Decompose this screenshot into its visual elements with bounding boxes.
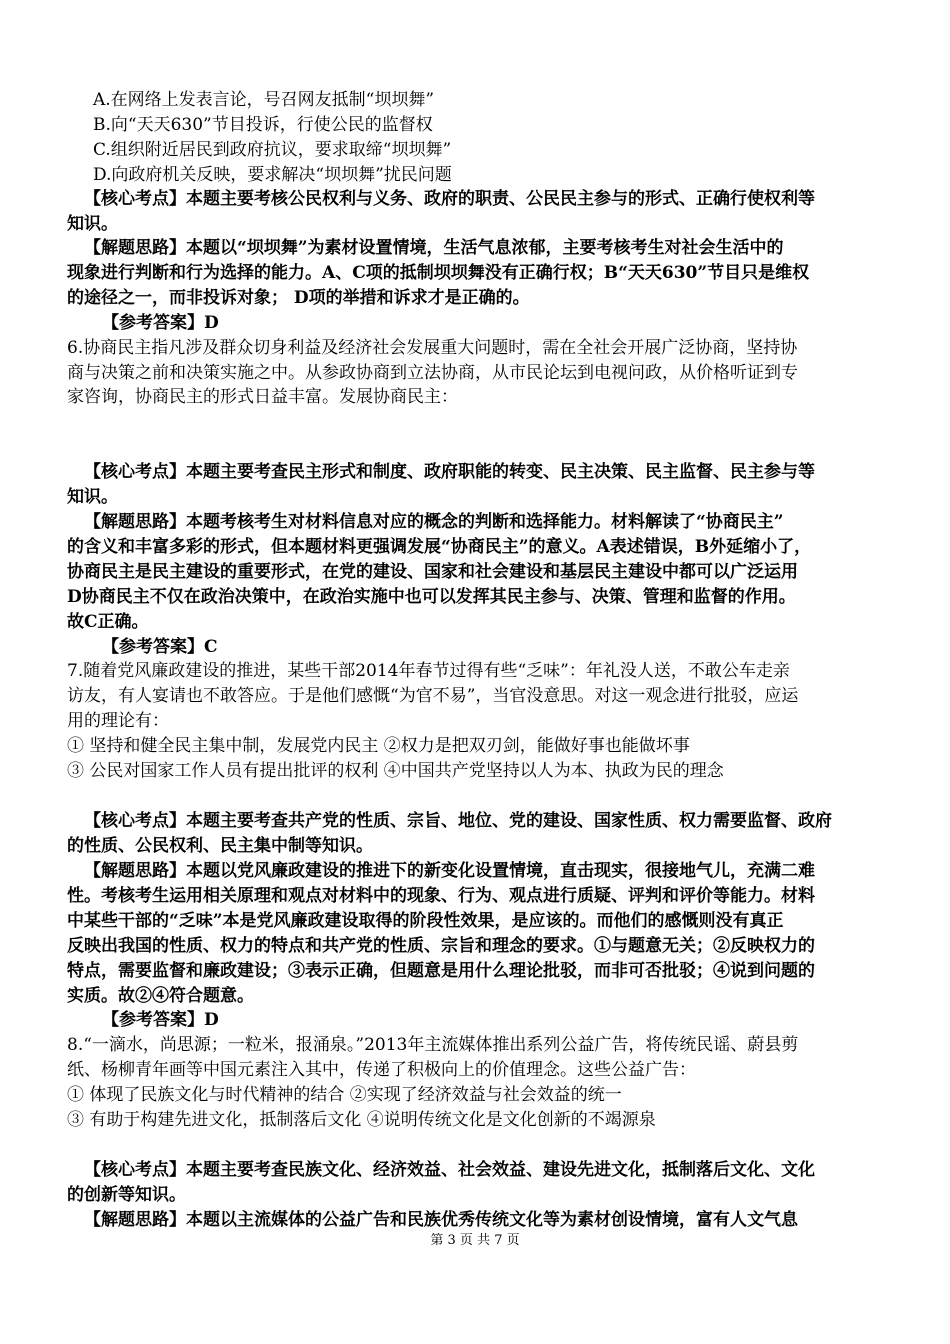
q8-core-line-2: 的创新等知识。 xyxy=(67,1185,186,1205)
q5-option-c: C.组织附近居民到政府抗议，要求取缔“坝坝舞” xyxy=(93,140,452,160)
q5-core-line-1: 【核心考点】本题主要考核公民权利与义务、政府的职责、公民民主参与的形式、正确行使权利等 xyxy=(84,189,815,209)
q7-stem-line-2: 访友，有人宴请也不敢答应。于是他们感慨“为官不易”，当官没意思。对这一观念进行批驳，应运 xyxy=(67,686,799,706)
q6-analysis-line-5: 故C正确。 xyxy=(67,612,149,632)
q6-stem-line-3: 家咨询，协商民主的形式日益丰富。发展协商民主： xyxy=(67,387,458,407)
q6-answer: 【参考答案】C xyxy=(102,637,218,657)
q6-analysis-line-1: 【解题思路】本题考核考生对材料信息对应的概念的判断和选择能力。材料解读了“协商民主” xyxy=(84,512,784,532)
q5-core-line-2: 知识。 xyxy=(67,214,118,234)
q6-core-line-1: 【核心考点】本题主要考查民主形式和制度、政府职能的转变、民主决策、民主监督、民主参与等 xyxy=(84,462,815,482)
q7-analysis-line-2: 性。考核考生运用相关原理和观点对材料中的现象、行为、观点进行质疑、评判和评价等能力。材料 xyxy=(67,886,815,906)
q8-items-line-2: ③ 有助于构建先进文化，抵制落后文化 ④说明传统文化是文化创新的不竭源泉 xyxy=(67,1110,656,1130)
page-footer: 第 3 页 共 7 页 xyxy=(430,1233,520,1248)
q8-items-line-1: ① 体现了民族文化与时代精神的结合 ②实现了经济效益与社会效益的统一 xyxy=(67,1085,622,1105)
q7-answer: 【参考答案】D xyxy=(102,1010,219,1030)
q7-items-line-1: ① 坚持和健全民主集中制，发展党内民主 ②权力是把双刃剑，能做好事也能做坏事 xyxy=(67,736,690,756)
q8-core-line-1: 【核心考点】本题主要考查民族文化、经济效益、社会效益、建设先进文化，抵制落后文化、文化 xyxy=(84,1160,815,1180)
q7-core-line-1: 【核心考点】本题主要考查共产党的性质、宗旨、地位、党的建设、国家性质、权力需要监督、政府 xyxy=(84,811,832,831)
q7-analysis-line-4: 反映出我国的性质、权力的特点和共产党的性质、宗旨和理念的要求。①与题意无关；②反映权力的 xyxy=(67,936,815,956)
q6-stem-line-2: 商与决策之前和决策实施之中。从参政协商到立法协商，从市民论坛到电视问政，从价格听证到专 xyxy=(67,363,798,383)
q8-stem-line-1: 8.“一滴水，尚思源；一粒米，报涌泉。”2013年主流媒体推出系列公益广告，将传统民谣、蔚县剪 xyxy=(67,1035,799,1055)
q5-option-a: A.在网络上发表言论，号召网友抵制“坝坝舞” xyxy=(93,90,435,110)
q5-analysis-line-2: 现象进行判断和行为选择的能力。A、C项的抵制坝坝舞没有正确行权；B“天天630”节目只是维权 xyxy=(67,263,810,283)
q5-answer: 【参考答案】D xyxy=(102,313,219,333)
q7-analysis-line-1: 【解题思路】本题以党风廉政建设的推进下的新变化设置情境，直击现实，很接地气儿，充满二难 xyxy=(84,861,815,881)
q8-stem-line-2: 纸、杨柳青年画等中国元素注入其中，传递了积极向上的价值理念。这些公益广告： xyxy=(67,1060,696,1080)
q7-core-line-2: 的性质、公民权利、民主集中制等知识。 xyxy=(67,836,373,856)
q5-analysis-line-3: 的途径之一，而非投诉对象； D项的举措和诉求才是正确的。 xyxy=(67,288,530,308)
q6-core-line-2: 知识。 xyxy=(67,487,118,507)
q6-stem-line-1: 6.协商民主指凡涉及群众切身利益及经济社会发展重大问题时，需在全社会开展广泛协商，坚持协 xyxy=(67,338,798,358)
q7-analysis-line-6: 实质。故②④符合题意。 xyxy=(67,986,254,1006)
q7-analysis-line-5: 特点，需要监督和廉政建设；③表示正确，但题意是用什么理论批驳，而非可否批驳；④说到问题的 xyxy=(67,961,815,981)
q7-stem-line-1: 7.随着党风廉政建设的推进，某些干部2014年春节过得有些“乏味”：年礼没人送，不敢公车走亲 xyxy=(67,661,790,681)
q6-analysis-line-2: 的含义和丰富多彩的形式，但本题材料更强调发展“协商民主”的意义。A表述错误，B外延缩小了， xyxy=(67,537,812,557)
q5-option-b: B.向“天天630”节目投诉，行使公民的监督权 xyxy=(93,115,433,135)
q6-analysis-line-4: D协商民主不仅在政治决策中，在政治实施中也可以发挥其民主参与、决策、管理和监督的作用。 xyxy=(67,587,796,607)
q5-analysis-line-1: 【解题思路】本题以“坝坝舞”为素材设置情境，生活气息浓郁，主要考核考生对社会生活中的 xyxy=(84,238,784,258)
q7-stem-line-3: 用的理论有： xyxy=(67,711,169,731)
q7-analysis-line-3: 中某些干部的“乏味”本是党风廉政建设取得的阶段性效果，是应该的。而他们的感慨则没有真正 xyxy=(67,911,784,931)
q5-option-d: D.向政府机关反映，要求解决“坝坝舞”扰民问题 xyxy=(93,165,452,185)
q6-analysis-line-3: 协商民主是民主建设的重要形式，在党的建设、国家和社会建设和基层民主建设中都可以广泛运用 xyxy=(67,562,798,582)
q8-analysis-line-1: 【解题思路】本题以主流媒体的公益广告和民族优秀传统文化等为素材创设情境，富有人文气息 xyxy=(84,1210,798,1230)
q7-items-line-2: ③ 公民对国家工作人员有提出批评的权利 ④中国共产党坚持以人为本、执政为民的理念 xyxy=(67,761,724,781)
